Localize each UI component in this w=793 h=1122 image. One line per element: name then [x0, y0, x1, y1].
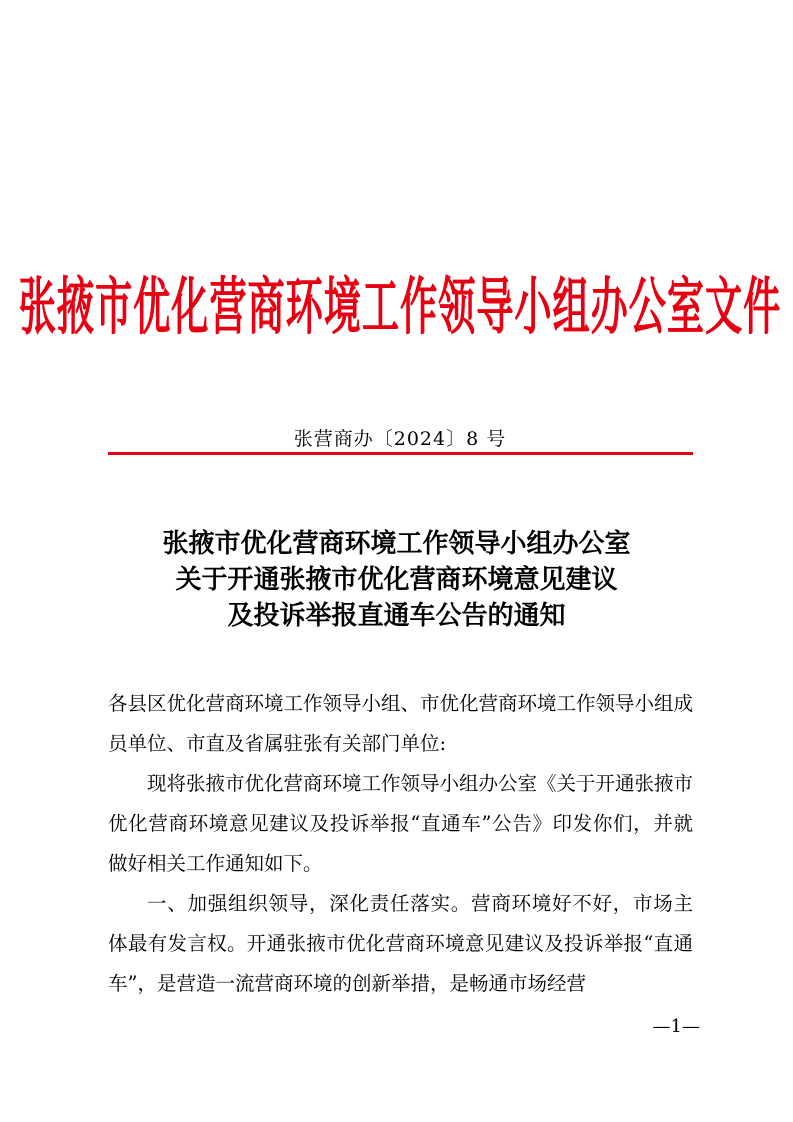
document-number: 张营商办〔2024〕8 号 [293, 428, 507, 450]
section-1-text: 营商环境好不好，市场主体最有发言权。开通张掖市优化营商环境意见建议及投诉举报“直通车”，是营造一流营商环境的创新举措，是畅通市场经营 [108, 892, 693, 995]
red-divider-line [108, 452, 693, 455]
section-1-heading: 一、加强组织领导，深化责任落实。 [147, 892, 471, 915]
document-title [80, 526, 713, 634]
salutation: 各县区优化营商环境工作领导小组、市优化营商环境工作领导小组成员单位、市直及省属驻张有关部门单位: [108, 692, 694, 755]
intro-paragraph: 现将张掖市优化营商环境工作领导小组办公室《关于开通张掖市优化营商环境意见建议及投诉举报“直通车”公告》印发你们，并就做好相关工作通知如下。 [108, 772, 694, 875]
title-line-2: 关于开通张掖市优化营商环境意见建议 [175, 565, 618, 595]
issuer-title: 张掖市优化营商环境工作领导小组办公室文件 [18, 271, 782, 344]
page-number: —1— [652, 1016, 700, 1037]
document-body [108, 684, 693, 1004]
section-1-paragraph [108, 884, 693, 1004]
issuer-header [18, 262, 782, 344]
title-line-1: 张掖市优化营商环境工作领导小组办公室 [162, 529, 631, 559]
title-line-3: 及投诉举报直通车公告的通知 [227, 601, 566, 631]
